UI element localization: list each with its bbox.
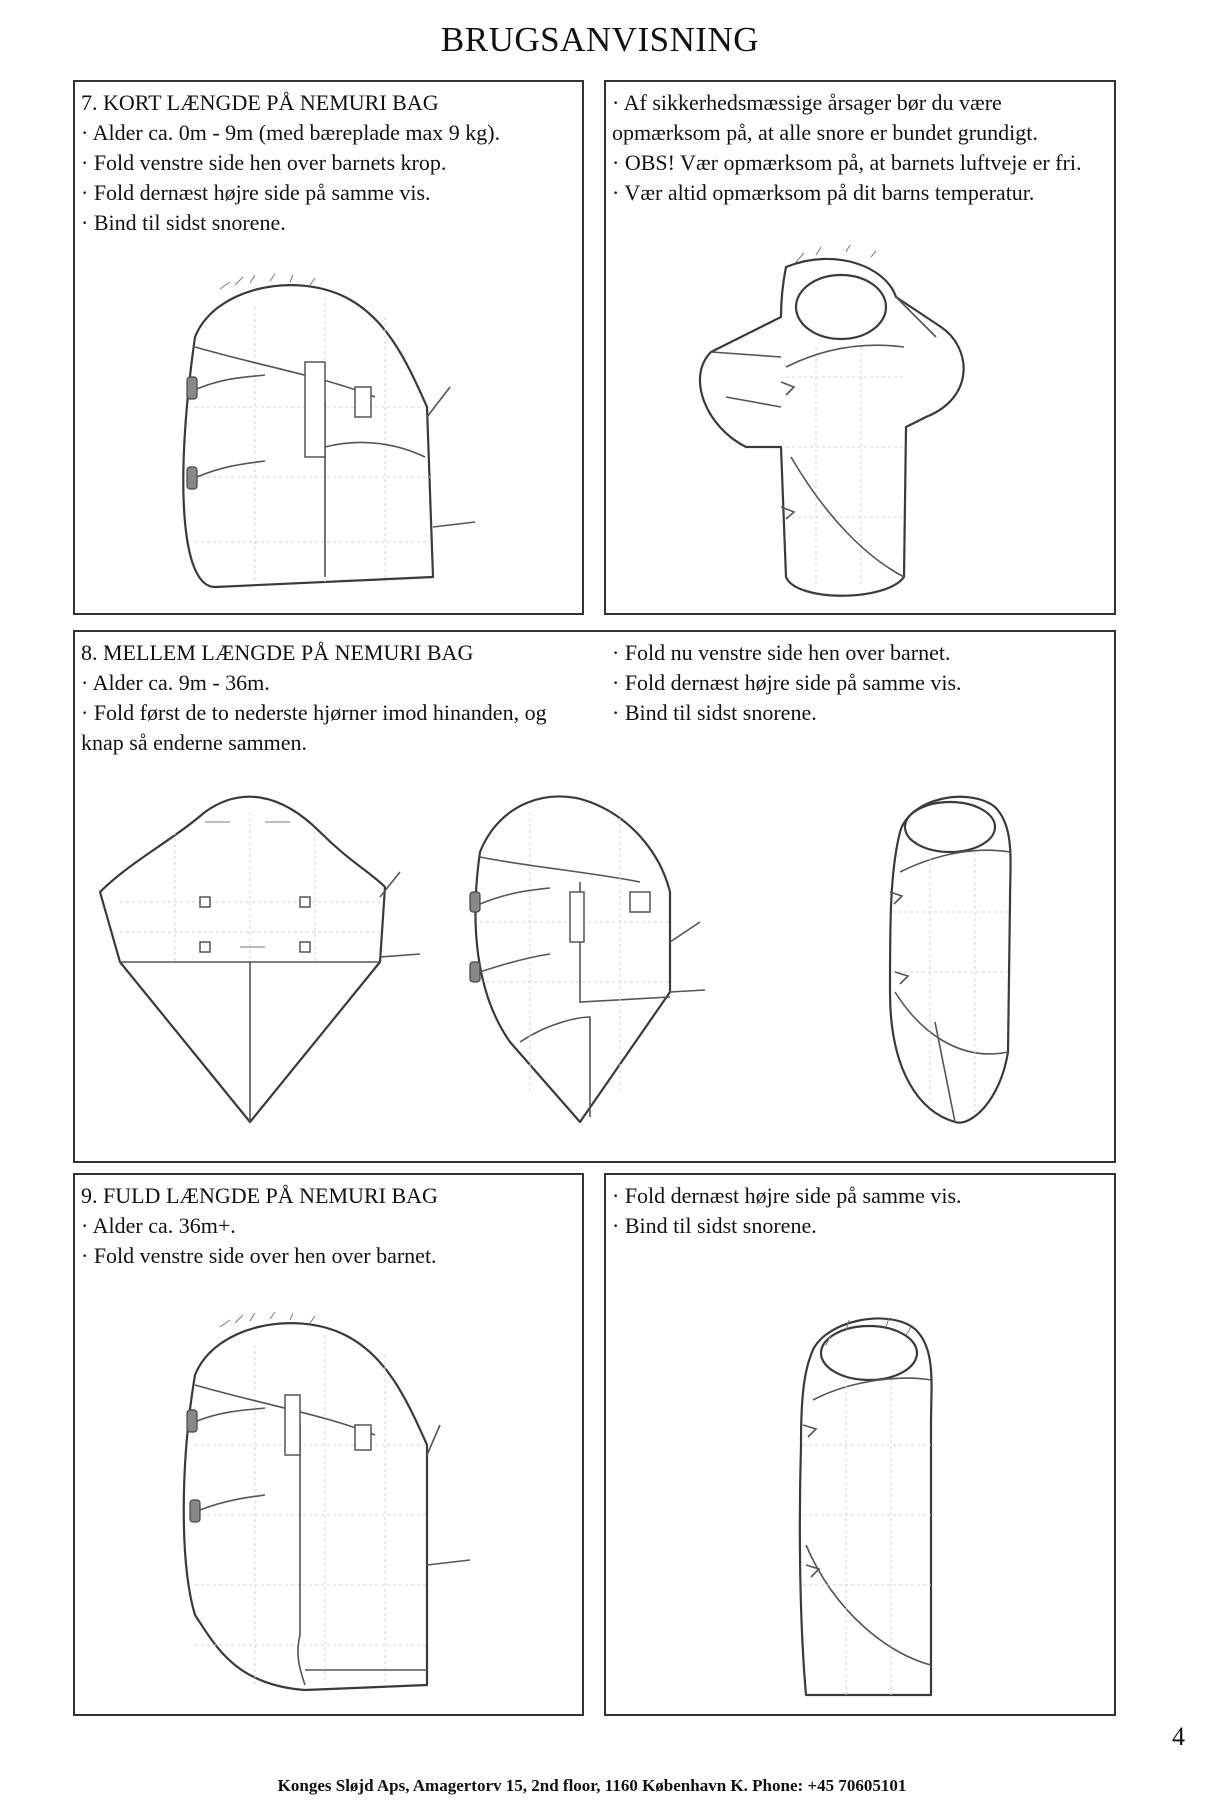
illustration-medium-bag-wrapped xyxy=(880,792,1020,1132)
illustration-short-bag-wrapped-with-carrier xyxy=(686,257,1036,607)
section-9-line: · Alder ca. 36m+. xyxy=(81,1213,236,1238)
section-7-notes xyxy=(612,88,1104,208)
safety-note: · Vær altid opmærksom på dit barns temperatur. xyxy=(612,180,1035,205)
section-8-instructions xyxy=(81,638,591,758)
illustration-short-bag-left-folded xyxy=(175,277,535,607)
section-7-line: · Fold dernæst højre side på samme vis. xyxy=(81,180,431,205)
section-8-steps xyxy=(612,638,1112,728)
section-9-heading: 9. FULD LÆNGDE PÅ NEMURI BAG xyxy=(81,1183,438,1208)
section-8-line: · Alder ca. 9m - 36m. xyxy=(81,670,270,695)
section-7-left-panel xyxy=(73,80,584,615)
section-7-right-panel xyxy=(604,80,1116,615)
section-9-step: · Fold dernæst højre side på samme vis. xyxy=(612,1183,962,1208)
section-8-heading: 8. MELLEM LÆNGDE PÅ NEMURI BAG xyxy=(81,640,474,665)
section-9-step: · Bind til sidst snorene. xyxy=(612,1213,817,1238)
section-8-step: · Fold dernæst højre side på samme vis. xyxy=(612,670,962,695)
section-8-step: · Bind til sidst snorene. xyxy=(612,700,817,725)
safety-note: · Af sikkerhedsmæssige årsager bør du være opmærksom på, at alle snore er bundet grundigt. xyxy=(612,90,1038,145)
section-8-step: · Fold nu venstre side hen over barnet. xyxy=(612,640,951,665)
section-7-line: · Bind til sidst snorene. xyxy=(81,210,286,235)
illustration-full-bag-left-folded xyxy=(175,1315,535,1705)
illustration-medium-bag-corners-buttoned xyxy=(90,792,420,1132)
illustration-medium-bag-left-folded xyxy=(470,792,710,1132)
section-8-line: · Fold først de to nederste hjørner imod hinanden, og knap så enderne sammen. xyxy=(81,700,547,755)
section-9-line: · Fold venstre side over hen over barnet. xyxy=(81,1243,437,1268)
section-9-instructions xyxy=(81,1181,572,1271)
illustration-full-bag-wrapped xyxy=(791,1315,951,1705)
section-9-steps xyxy=(612,1181,1104,1241)
section-7-line: · Fold venstre side hen over barnets krop. xyxy=(81,150,447,175)
page-number: 4 xyxy=(1172,1722,1185,1751)
section-7-line: · Alder ca. 0m - 9m (med bæreplade max 9 kg). xyxy=(81,120,501,145)
page-title: BRUGSANVISNING xyxy=(440,20,760,59)
section-9-left-panel xyxy=(73,1173,584,1716)
section-8-panel xyxy=(73,630,1116,1163)
section-9-right-panel xyxy=(604,1173,1116,1716)
safety-note: · OBS! Vær opmærksom på, at barnets luftveje er fri. xyxy=(612,150,1082,175)
footer-company-info: Konges Sløjd Aps, Amagertorv 15, 2nd floor, 1160 København K. Phone: +45 70605101 xyxy=(277,1776,907,1795)
section-7-heading: 7. KORT LÆNGDE PÅ NEMURI BAG xyxy=(81,90,439,115)
section-7-instructions xyxy=(81,88,572,238)
